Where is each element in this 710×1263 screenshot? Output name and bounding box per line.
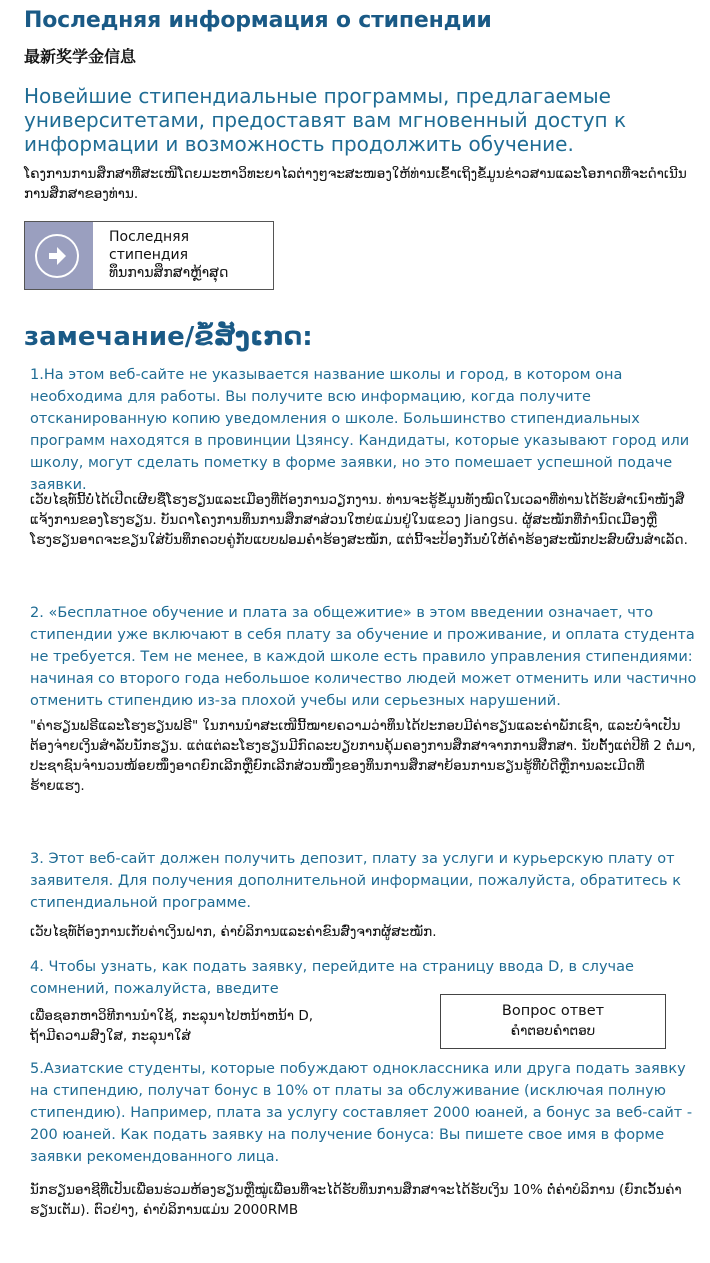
qa-button-label-lao: ຄໍາຕອບຄໍາຕອບ xyxy=(510,1023,596,1039)
lead-text-lao: ໂຄງການການສຶກສາທີ່ສະເໜີໂດຍມະຫາວິທະຍາໄລຕ່າງໆຈະສະໜອງໃຫ້ທ່ານເຂົ້າເຖິງຂໍ້ມູນຂ່າວສານແລະໂອກາດທີ່ຈະດຳເນີນການສຶກສາຂອງທ່ານ. xyxy=(24,166,687,202)
note-2-lao: "ຄ່າຮຽນຟຣີແລະໂຮງຮຽນຟຣີ" ໃນການນຳສະເໜີນີ້ໝາຍຄວາມວ່າທຶນໄດ້ປະກອບມີຄ່າຮຽນແລະຄ່າພັກເຊົາ, ແລະບໍ່ຈຳເປັນຕ້ອງຈ່າຍເງິນສຳລັບນັກຮຽນ. ແຕ່ແຕ່ລະໂຮງຮຽນມີກົດລະບຽບການຄຸ້ມຄອງການສຶກສາຈາກການສຶກສາ. ນັບຕັ້ງແຕ່ປີທີ 2 ຕໍ່ມາ, ປະຊາຊົນຈຳນວນໜ້ອຍໜຶ່ງອາດຍົກເລີກຫຼືຍົກເລີກສ່ວນໜຶ່ງຂອງທຶນການສຶກສາຍ້ອນການຮຽນຮູ້ທີ່ບໍ່ດີຫຼືການລະເມີດທີ່ຮ້າຍແຮງ. xyxy=(30,718,696,794)
latest-scholarship-button[interactable] xyxy=(24,221,274,290)
note-4-ru: 4. Чтобы узнать, как подать заявку, перейдите на страницу ввода D, в случае сомнений, пожалуйста, введите xyxy=(30,959,634,997)
label-line-3-lao: ທຶນການສຶກສາຫຼ້າສຸດ xyxy=(109,265,229,281)
latest-scholarship-label xyxy=(109,228,269,282)
label-line-2: стипендия xyxy=(109,247,189,263)
note-1-ru: 1.На этом веб-сайте не указывается название школы и город, в котором она необходима для работы. Вы получите всю информацию, когда получите отсканированную копию уведомления о школе. Большинство стипендиальных программ находятся в провинции Цзянсу. Кандидаты, которые указывают город или школу, могут сделать пометку в форме заявки, но это помешает успешной подаче заявки. xyxy=(30,367,690,493)
note-2-ru: 2. «Бесплатное обучение и плата за общежитие» в этом введении означает, что стипендии уже включают в себя плату за обучение и проживание, и оплата студента не требуется. Тем не менее, в каждой школе есть правило управления стипендиями: начиная со второго года небольшое количество людей может отменить или частично отменить стипендию из-за плохой учебы или серьезных нарушений. xyxy=(30,605,697,709)
note-5-lao: ນັກຮຽນອາຊີທີ່ເປັນເພື່ອນຮ່ວມຫ້ອງຮຽນຫຼືໝູ່ເພື່ອນທີ່ຈະໄດ້ຮັບທຶນການສຶກສາຈະໄດ້ຮັບເງິນ 10% ຕໍ່ຄ່າບໍລິການ (ຍົກເວັ້ນຄ່າຮຽນເຕັມ). ຕົວຢ່າງ, ຄ່າບໍລິການແມ່ນ 2000RMB xyxy=(30,1182,682,1218)
button-icon-tile xyxy=(25,222,93,289)
label-line-1: Последняя xyxy=(109,229,190,245)
page-subtitle-chinese: 最新奖学金信息 xyxy=(24,47,137,66)
qa-button[interactable] xyxy=(440,994,666,1049)
notes-heading: замечание/ຂໍ້ສັງເກດ: xyxy=(24,322,313,352)
note-3-lao: ເວັບໄຊທ໌ຕ້ອງການເກັບຄ່າເງິນຝາກ, ຄ່າບໍລິການແລະຄ່າຂົນສົ່ງຈາກຜູ້ສະໝັກ. xyxy=(30,924,437,940)
lead-text: Новейшие стипендиальные программы, предлагаемые университетами, предоставят вам мгновенный доступ к информации и возможность продолжить обучение. xyxy=(24,84,627,156)
note-4-lao-line-2: ຖ້າມີຄວາມສົງໃສ, ກະລຸນາໃສ່ xyxy=(30,1028,191,1044)
page-title: Последняя информация о стипендии xyxy=(24,8,492,33)
qa-button-label: Вопрос ответ xyxy=(501,1003,605,1019)
note-5-ru: 5.Азиатские студенты, которые побуждают одноклассника или друга подать заявку на стипендию, получат бонус в 10% от платы за обслуживание (исключая полную стипендию). Например, плата за услугу составляет 2000 юаней, а бонус за веб-сайт - 200 юаней. Как подать заявку на получение бонуса: Вы пишете свое имя в форме заявки рекомендованного лица. xyxy=(30,1061,693,1165)
note-1-lao: ເວັບໄຊທ໌ນີ້ບໍ່ໄດ້ເປີດເຜີຍຊື່ໂຮງຮຽນແລະເມືອງທີ່ຕ້ອງການວຽກງານ. ທ່ານຈະຮູ້ຂໍ້ມູນທັງໝົດໃນເວລາທີ່ທ່ານໄດ້ຮັບສຳເນົາໜັງສືແຈ້ງການຂອງໂຮງຮຽນ. ບັນດາໂຄງການທຶນການສຶກສາສ່ວນໃຫຍ່ແມ່ນຢູ່ໃນແຂວງ Jiangsu. ຜູ້ສະໝັກທີ່ກຳນົດເມືອງຫຼືໂຮງຮຽນອາດຈະຂຽນໃສ່ບັນທຶກຄວບຄູ່ກັບແບບຟອມຄຳຮ້ອງສະໝັກ, ແຕ່ນີ້ຈະປ້ອງກັນບໍ່ໃຫ້ຄຳຮ້ອງສະໝັກປະສົບຜົນສຳເລັດ. xyxy=(30,492,688,548)
note-3-ru: 3. Этот веб-сайт должен получить депозит, плату за услуги и курьерскую плату от заявителя. Для получения дополнительной информации, пожалуйста, обратитесь к стипендиальной программе. xyxy=(30,851,681,911)
arrow-right-circle-icon xyxy=(35,234,79,278)
note-4-lao-line-1: ເພື່ອຊອກຫາວິທີການນຳໃຊ້, ກະລຸນາໄປຫນ້າຫນ້າ D, xyxy=(30,1008,314,1024)
